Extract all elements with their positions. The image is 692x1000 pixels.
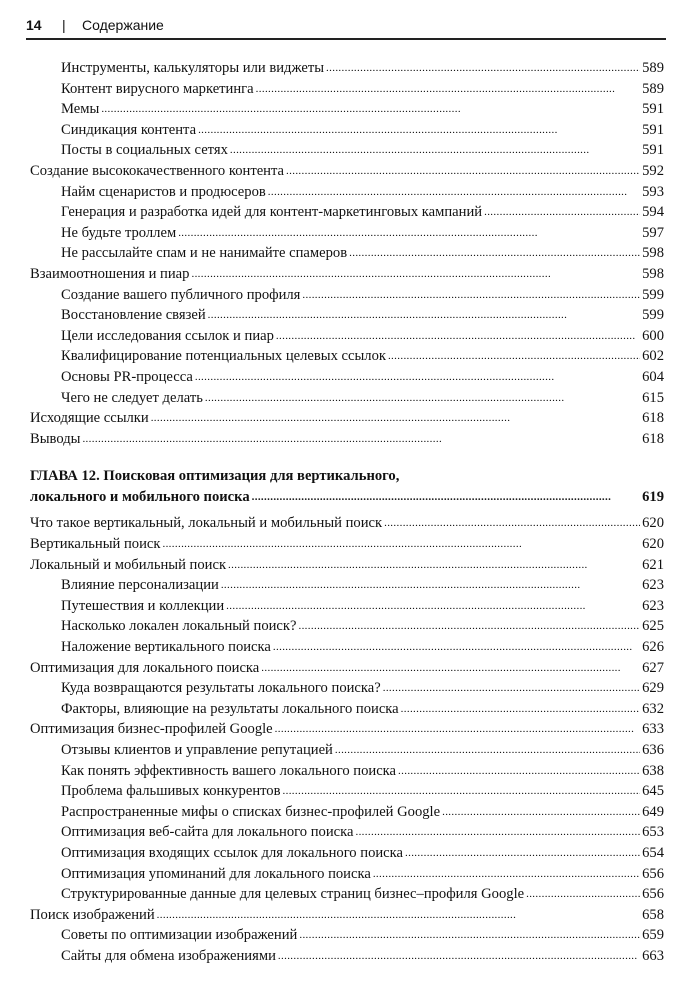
leader-dots xyxy=(230,140,640,161)
toc-entry[interactable] xyxy=(30,678,664,699)
toc-entry-page: 618 xyxy=(640,429,664,450)
toc-entry[interactable] xyxy=(30,79,664,100)
leader-dots xyxy=(273,637,640,658)
toc-entry-page: 633 xyxy=(640,719,664,740)
toc-entry[interactable] xyxy=(30,925,664,946)
toc-entry-page: 591 xyxy=(640,99,664,120)
toc-entry[interactable] xyxy=(30,513,664,534)
toc-entry-title: Оптимизация бизнес-профилей Google xyxy=(30,719,275,740)
toc-entry-title: Структурированные данные для целевых страниц бизнес–профиля Google xyxy=(61,884,526,905)
leader-dots xyxy=(178,223,640,244)
leader-dots xyxy=(373,864,640,885)
toc-entry-title: Факторы, влияющие на результаты локального поиска xyxy=(61,699,401,720)
toc-entry-title: Локальный и мобильный поиск xyxy=(30,555,228,576)
toc-entry[interactable] xyxy=(30,346,664,367)
leader-dots xyxy=(252,487,640,508)
leader-dots xyxy=(326,58,640,79)
toc-entry-page: 632 xyxy=(640,699,664,720)
toc-entry-title: Генерация и разработка идей для контент-маркетинговых кампаний xyxy=(61,202,484,223)
leader-dots xyxy=(82,429,640,450)
toc-block-1 xyxy=(30,58,664,449)
toc-entry-page: 591 xyxy=(640,120,664,141)
toc-entry-page: 620 xyxy=(640,534,664,555)
header-title: Содержание xyxy=(82,17,164,33)
toc-entry-title: Найм сценаристов и продюсеров xyxy=(61,182,268,203)
toc-entry[interactable] xyxy=(30,616,664,637)
toc-entry[interactable] xyxy=(30,843,664,864)
toc-entry-page: 623 xyxy=(640,596,664,617)
toc-entry-page: 620 xyxy=(640,513,664,534)
leader-dots xyxy=(298,616,640,637)
toc-entry-page: 599 xyxy=(640,285,664,306)
toc-entry-title: Восстановление связей xyxy=(61,305,208,326)
toc-entry-title: Чего не следует делать xyxy=(61,388,205,409)
toc-entry[interactable] xyxy=(30,946,664,967)
leader-dots xyxy=(405,843,640,864)
toc-entry-title: Оптимизация упоминаний для локального поиска xyxy=(61,864,373,885)
toc-entry[interactable] xyxy=(30,182,664,203)
toc-entry-title: Проблема фальшивых конкурентов xyxy=(61,781,283,802)
toc-entry-page: 594 xyxy=(640,202,664,223)
leader-dots xyxy=(198,120,640,141)
toc-entry-page: 625 xyxy=(640,616,664,637)
toc-entry-title: Взаимоотношения и пиар xyxy=(30,264,191,285)
toc-entry[interactable] xyxy=(30,367,664,388)
leader-dots xyxy=(299,925,640,946)
toc-entry-page: 621 xyxy=(640,555,664,576)
toc-entry[interactable] xyxy=(30,534,664,555)
toc-entry-page: 638 xyxy=(640,761,664,782)
toc-entry[interactable] xyxy=(30,243,664,264)
table-of-contents xyxy=(30,58,664,967)
running-header xyxy=(26,14,666,40)
toc-entry[interactable] xyxy=(30,202,664,223)
toc-entry-page: 658 xyxy=(640,905,664,926)
toc-entry[interactable] xyxy=(30,699,664,720)
toc-entry-page: 597 xyxy=(640,223,664,244)
toc-entry-page: 593 xyxy=(640,182,664,203)
leader-dots xyxy=(276,326,640,347)
toc-entry-title: Синдикация контента xyxy=(61,120,198,141)
toc-entry-title: Распространенные мифы о списках бизнес-профилей Google xyxy=(61,802,442,823)
toc-entry[interactable] xyxy=(30,822,664,843)
toc-entry[interactable] xyxy=(30,596,664,617)
toc-entry-page: 626 xyxy=(640,637,664,658)
toc-entry-page: 629 xyxy=(640,678,664,699)
leader-dots xyxy=(302,285,640,306)
toc-entry[interactable] xyxy=(30,305,664,326)
leader-dots xyxy=(286,161,640,182)
chapter-title-line1: ГЛАВА 12. Поисковая оптимизация для вертикального, xyxy=(30,468,400,485)
toc-entry-page: 598 xyxy=(640,243,664,264)
leader-dots xyxy=(151,408,640,429)
leader-dots xyxy=(484,202,640,223)
toc-entry-title: Контент вирусного маркетинга xyxy=(61,79,256,100)
toc-entry-page: 636 xyxy=(640,740,664,761)
toc-entry-title: Насколько локален локальный поиск? xyxy=(61,616,298,637)
toc-entry-page: 656 xyxy=(640,864,664,885)
leader-dots xyxy=(157,905,640,926)
toc-entry-title: Как понять эффективность вашего локального поиска xyxy=(61,761,398,782)
toc-entry-page: 627 xyxy=(640,658,664,679)
toc-entry[interactable] xyxy=(30,719,664,740)
leader-dots xyxy=(442,802,640,823)
toc-entry-page: 589 xyxy=(640,79,664,100)
toc-entry-page: 649 xyxy=(640,802,664,823)
leader-dots xyxy=(191,264,640,285)
chapter-title-text: локального и мобильного поиска xyxy=(30,487,252,508)
toc-entry-page: 645 xyxy=(640,781,664,802)
toc-entry[interactable] xyxy=(30,864,664,885)
toc-entry[interactable] xyxy=(30,326,664,347)
leader-dots xyxy=(208,305,640,326)
toc-entry-title: Не рассылайте спам и не нанимайте спамеров xyxy=(61,243,349,264)
leader-dots xyxy=(398,761,640,782)
toc-entry-title: Цели исследования ссылок и пиар xyxy=(61,326,276,347)
toc-entry[interactable] xyxy=(30,637,664,658)
leader-dots xyxy=(261,658,640,679)
chapter-title-line2 xyxy=(30,487,664,508)
toc-block-2 xyxy=(30,513,664,966)
toc-entry[interactable] xyxy=(30,429,664,450)
leader-dots xyxy=(384,513,640,534)
toc-entry-page: 589 xyxy=(640,58,664,79)
leader-dots xyxy=(349,243,640,264)
toc-entry[interactable] xyxy=(30,555,664,576)
toc-entry-title: Посты в социальных сетях xyxy=(61,140,230,161)
toc-entry-title: Мемы xyxy=(61,99,101,120)
leader-dots xyxy=(526,884,640,905)
toc-entry-page: 592 xyxy=(640,161,664,182)
leader-dots xyxy=(283,781,641,802)
toc-entry-title: Оптимизация веб-сайта для локального поиска xyxy=(61,822,355,843)
toc-entry[interactable] xyxy=(30,884,664,905)
toc-entry[interactable] xyxy=(30,802,664,823)
toc-entry-page: 656 xyxy=(640,884,664,905)
toc-entry[interactable] xyxy=(30,408,664,429)
toc-entry-title: Наложение вертикального поиска xyxy=(61,637,273,658)
chapter-heading[interactable] xyxy=(30,466,664,507)
toc-entry-page: 659 xyxy=(640,925,664,946)
toc-entry[interactable] xyxy=(30,264,664,285)
toc-entry-title: Квалифицирование потенциальных целевых ссылок xyxy=(61,346,388,367)
leader-dots xyxy=(275,719,640,740)
toc-entry-title: Создание вашего публичного профиля xyxy=(61,285,302,306)
toc-entry-title: Оптимизация входящих ссылок для локального поиска xyxy=(61,843,405,864)
toc-entry-page: 602 xyxy=(640,346,664,367)
leader-dots xyxy=(221,575,640,596)
toc-entry[interactable] xyxy=(30,905,664,926)
toc-entry[interactable] xyxy=(30,388,664,409)
toc-entry[interactable] xyxy=(30,58,664,79)
toc-entry-title: Вертикальный поиск xyxy=(30,534,162,555)
toc-entry[interactable] xyxy=(30,740,664,761)
leader-dots xyxy=(256,79,640,100)
leader-dots xyxy=(383,678,640,699)
toc-entry-title: Советы по оптимизации изображений xyxy=(61,925,299,946)
toc-entry-page: 653 xyxy=(640,822,664,843)
leader-dots xyxy=(278,946,640,967)
toc-entry-page: 618 xyxy=(640,408,664,429)
leader-dots xyxy=(228,555,640,576)
toc-entry-page: 654 xyxy=(640,843,664,864)
toc-entry-title: Инструменты, калькуляторы или виджеты xyxy=(61,58,326,79)
toc-entry[interactable] xyxy=(30,761,664,782)
toc-entry[interactable] xyxy=(30,99,664,120)
toc-entry-title: Влияние персонализации xyxy=(61,575,221,596)
leader-dots xyxy=(268,182,640,203)
toc-entry[interactable] xyxy=(30,140,664,161)
toc-entry-title: Что такое вертикальный, локальный и мобильный поиск xyxy=(30,513,384,534)
toc-entry-page: 604 xyxy=(640,367,664,388)
toc-entry-title: Оптимизация для локального поиска xyxy=(30,658,261,679)
toc-entry-page: 600 xyxy=(640,326,664,347)
leader-dots xyxy=(226,596,640,617)
page-number: 14 xyxy=(26,17,42,33)
toc-entry-page: 598 xyxy=(640,264,664,285)
leader-dots xyxy=(355,822,640,843)
toc-entry-title: Основы PR-процесса xyxy=(61,367,195,388)
toc-entry-page: 615 xyxy=(640,388,664,409)
toc-entry[interactable] xyxy=(30,285,664,306)
leader-dots xyxy=(335,740,640,761)
toc-entry-title: Создание высококачественного контента xyxy=(30,161,286,182)
toc-entry-title: Не будьте троллем xyxy=(61,223,178,244)
toc-entry[interactable] xyxy=(30,781,664,802)
toc-entry[interactable] xyxy=(30,120,664,141)
leader-dots xyxy=(195,367,640,388)
toc-entry-page: 591 xyxy=(640,140,664,161)
leader-dots xyxy=(401,699,640,720)
toc-entry[interactable] xyxy=(30,575,664,596)
toc-entry[interactable] xyxy=(30,658,664,679)
toc-entry-title: Путешествия и коллекции xyxy=(61,596,226,617)
chapter-page: 619 xyxy=(640,487,664,508)
leader-dots xyxy=(388,346,640,367)
toc-entry-page: 623 xyxy=(640,575,664,596)
leader-dots xyxy=(205,388,640,409)
toc-entry-title: Сайты для обмена изображениями xyxy=(61,946,278,967)
toc-entry[interactable] xyxy=(30,223,664,244)
toc-entry-title: Поиск изображений xyxy=(30,905,157,926)
toc-entry-title: Выводы xyxy=(30,429,82,450)
toc-entry-page: 599 xyxy=(640,305,664,326)
leader-dots xyxy=(101,99,640,120)
toc-entry-title: Исходящие ссылки xyxy=(30,408,151,429)
leader-dots xyxy=(162,534,640,555)
toc-entry-title: Куда возвращаются результаты локального поиска? xyxy=(61,678,383,699)
header-separator: | xyxy=(62,17,66,33)
toc-entry[interactable] xyxy=(30,161,664,182)
toc-entry-page: 663 xyxy=(640,946,664,967)
toc-entry-title: Отзывы клиентов и управление репутацией xyxy=(61,740,335,761)
